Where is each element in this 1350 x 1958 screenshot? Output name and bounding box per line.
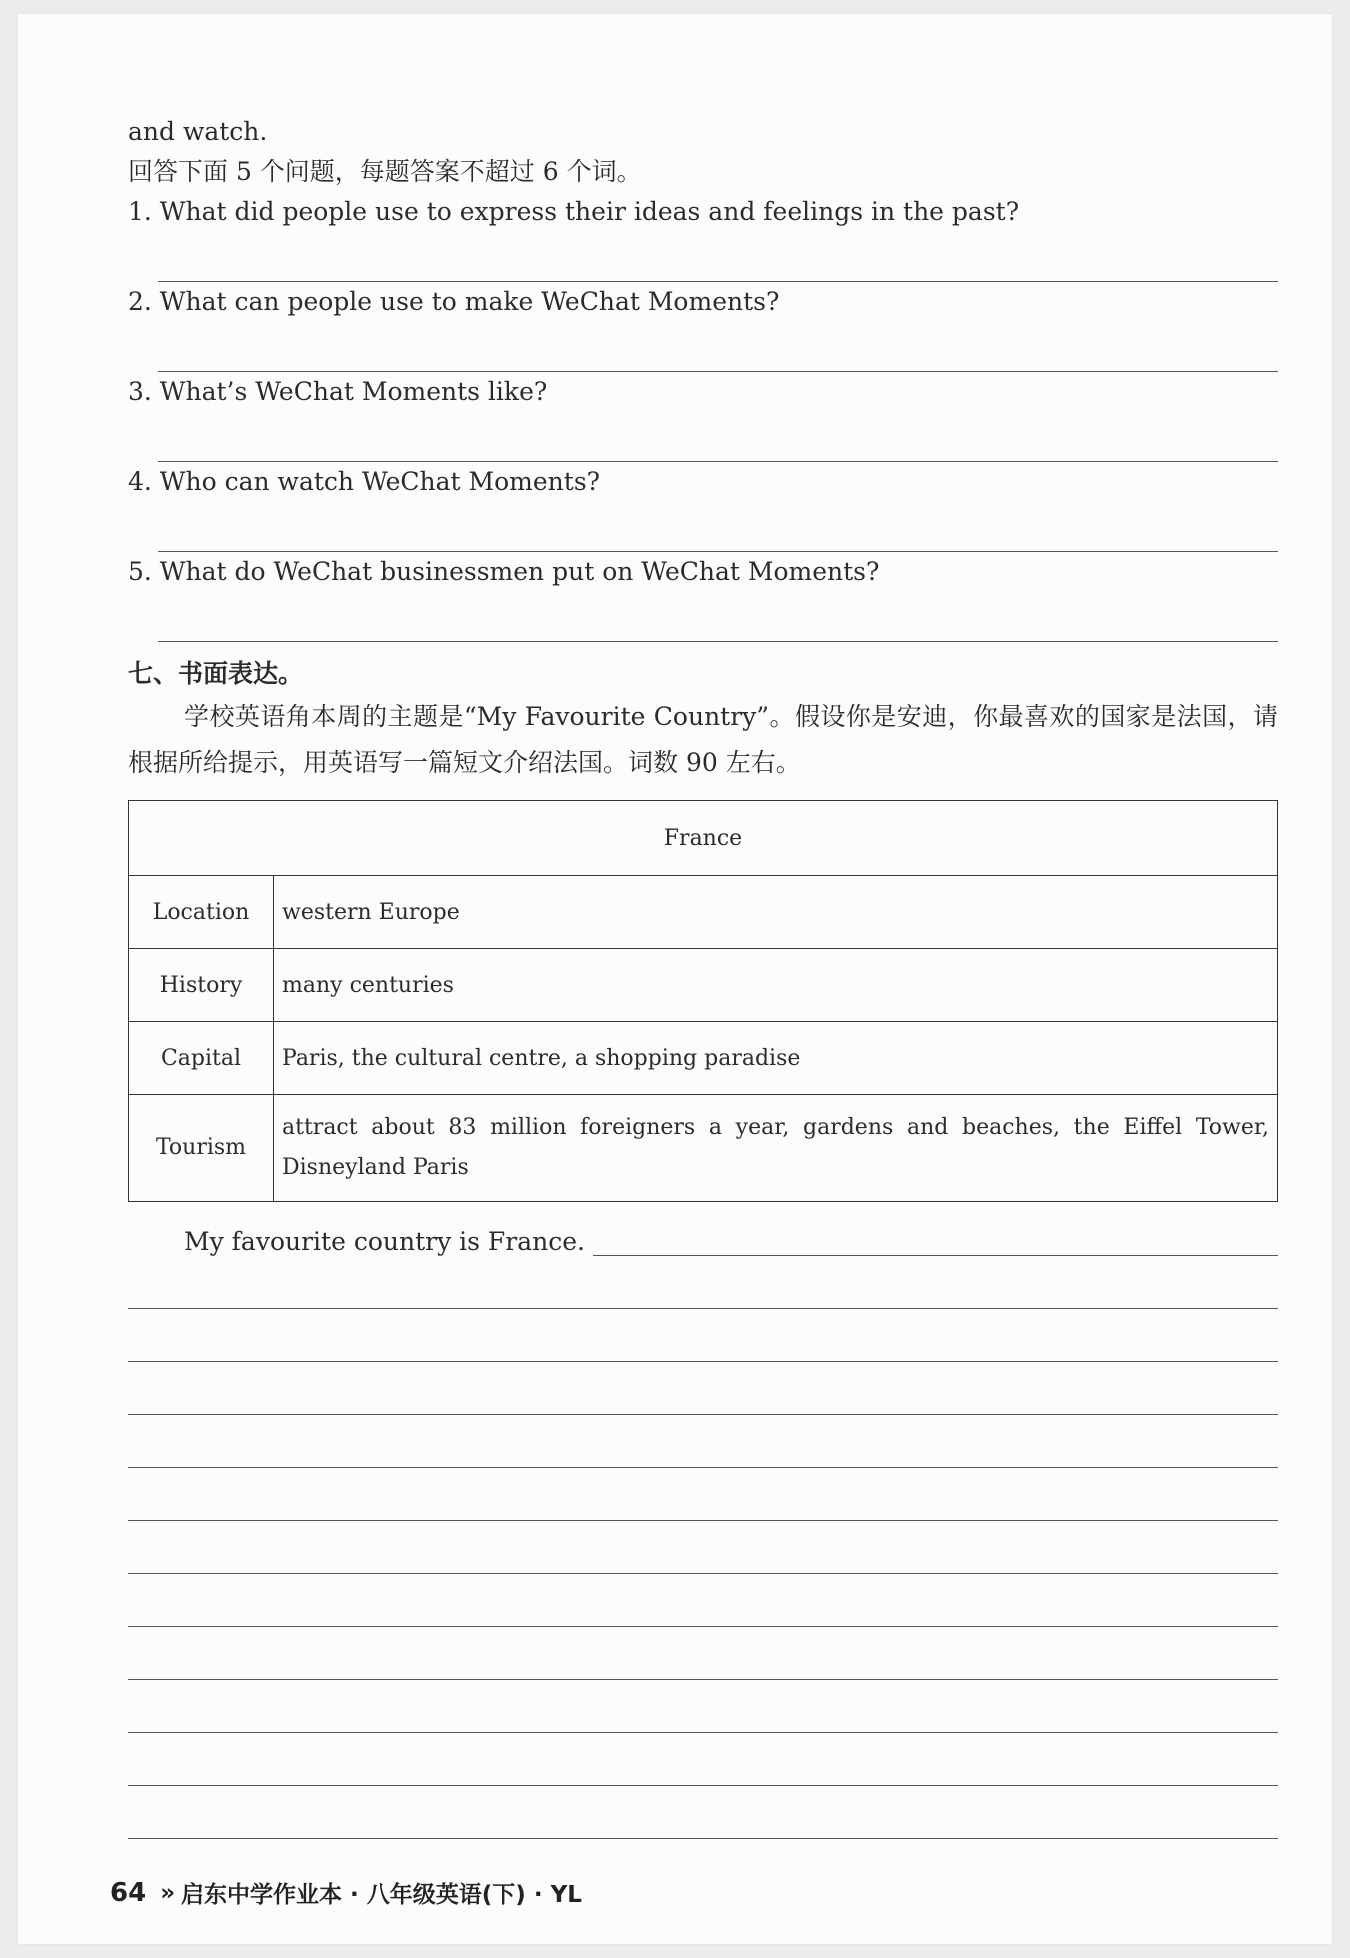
question-5 [128, 552, 1278, 642]
answer-line-2[interactable] [158, 322, 1278, 372]
question-text: 2. What can people use to make WeChat Moments? [128, 287, 780, 316]
question-4 [128, 462, 1278, 552]
section-7-title: 七、书面表达。 [128, 659, 304, 688]
row-label: Tourism [129, 1095, 274, 1202]
book-title: 启东中学作业本 · 八年级英语(下) · YL [181, 1882, 582, 1908]
writing-start-text: My favourite country is France. [184, 1227, 585, 1256]
table-header-row [129, 801, 1278, 876]
answer-line-4[interactable] [158, 502, 1278, 552]
intro-tail-text: and watch. [128, 117, 268, 146]
row-value: Paris, the cultural centre, a shopping paradise [274, 1022, 1278, 1095]
page-number: 64 [110, 1877, 147, 1908]
page-footer [110, 1876, 582, 1909]
table-row [129, 876, 1278, 949]
row-value: attract about 83 million foreigners a year, gardens and beaches, the Eiffel Tower, Disneyland Paris [274, 1095, 1278, 1202]
row-value: western Europe [274, 876, 1278, 949]
france-info-table [128, 800, 1278, 1202]
writing-line[interactable] [128, 1733, 1278, 1786]
question-text: 3. What’s WeChat Moments like? [128, 377, 548, 406]
worksheet-page [18, 14, 1332, 1944]
writing-line[interactable] [128, 1256, 1278, 1309]
chevron-icon: » [160, 1879, 172, 1906]
table-row [129, 949, 1278, 1022]
writing-line[interactable] [128, 1627, 1278, 1680]
instruction-text: 回答下面 5 个问题，每题答案不超过 6 个词。 [128, 157, 642, 186]
writing-line[interactable] [128, 1521, 1278, 1574]
writing-line[interactable] [128, 1362, 1278, 1415]
writing-line[interactable] [128, 1468, 1278, 1521]
writing-start-line [128, 1216, 1278, 1256]
row-label: Location [129, 876, 274, 949]
question-1 [128, 192, 1278, 282]
question-text: 4. Who can watch WeChat Moments? [128, 467, 601, 496]
page-content [128, 112, 1278, 1839]
question-2 [128, 282, 1278, 372]
row-value: many centuries [274, 949, 1278, 1022]
row-label: Capital [129, 1022, 274, 1095]
row-label: History [129, 949, 274, 1022]
question-text: 1. What did people use to express their ideas and feelings in the past? [128, 197, 1020, 226]
writing-line[interactable] [128, 1415, 1278, 1468]
answer-line-1[interactable] [158, 232, 1278, 282]
writing-line[interactable] [128, 1309, 1278, 1362]
writing-line[interactable] [128, 1786, 1278, 1839]
table-row [129, 1095, 1278, 1202]
question-text: 5. What do WeChat businessmen put on WeChat Moments? [128, 557, 880, 586]
table-header-cell: France [129, 801, 1278, 876]
answer-line-3[interactable] [158, 412, 1278, 462]
writing-line[interactable] [128, 1680, 1278, 1733]
table-row [129, 1022, 1278, 1095]
question-3 [128, 372, 1278, 462]
answer-line-5[interactable] [158, 592, 1278, 642]
section-7-prompt: 学校英语角本周的主题是“My Favourite Country”。假设你是安迪，你最喜欢的国家是法国，请根据所给提示，用英语写一篇短文介绍法国。词数 90 左右。 [128, 702, 1278, 777]
writing-lines [128, 1256, 1278, 1839]
writing-start-blank[interactable] [593, 1231, 1278, 1256]
writing-line[interactable] [128, 1574, 1278, 1627]
